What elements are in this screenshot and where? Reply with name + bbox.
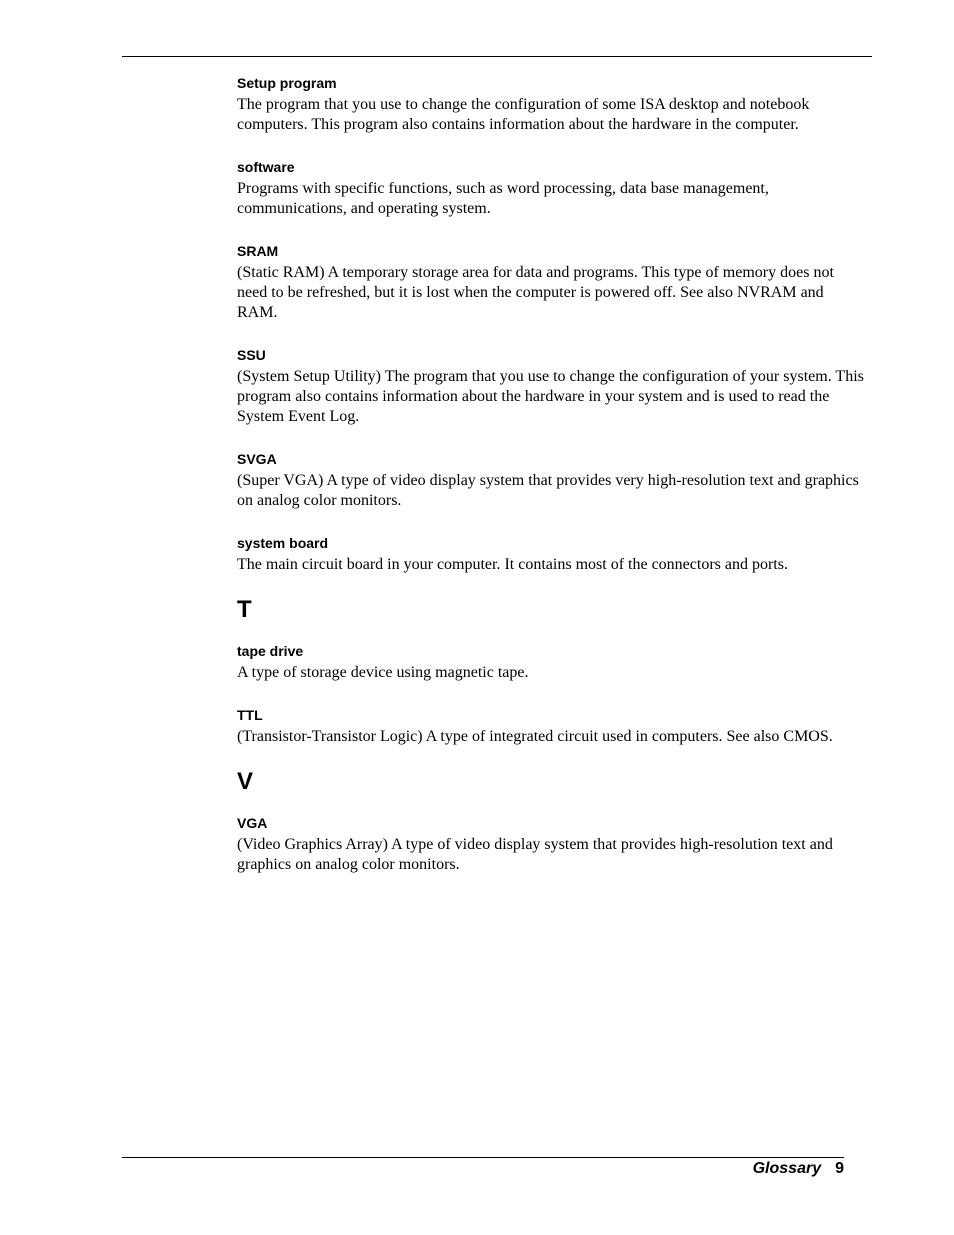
- glossary-definition: The main circuit board in your computer. It contains most of the connectors and ports.: [237, 556, 788, 573]
- footer-section-title: Glossary: [752, 1160, 822, 1177]
- glossary-term: SRAM: [237, 243, 279, 259]
- glossary-term: SVGA: [237, 451, 277, 467]
- glossary-definition: A type of storage device using magnetic tape.: [237, 664, 529, 681]
- glossary-definition: (Static RAM) A temporary storage area for data and programs. This type of memory does not need to be refreshed, but it is lost when the computer is powered off. See also NVRAM and RAM.: [237, 264, 834, 321]
- glossary-term: TTL: [237, 707, 263, 723]
- glossary-term: Setup program: [237, 75, 337, 91]
- glossary-entry: [237, 241, 867, 323]
- section-letter-t: T: [237, 596, 252, 623]
- glossary-content: [237, 73, 867, 875]
- glossary-entry: [237, 157, 867, 219]
- header-rule: [122, 56, 872, 57]
- glossary-entry: [237, 449, 867, 511]
- page-number: 9: [835, 1160, 844, 1177]
- glossary-entry: [237, 73, 867, 135]
- section-letter-v: V: [237, 768, 254, 795]
- glossary-entry: [237, 705, 867, 747]
- glossary-term: VGA: [237, 815, 268, 831]
- glossary-term: software: [237, 159, 295, 175]
- page-footer: [600, 1158, 844, 1180]
- glossary-definition: Programs with specific functions, such as word processing, data base management, communications, and operating system.: [237, 180, 769, 217]
- glossary-entry: [237, 533, 867, 575]
- glossary-entry: [237, 345, 867, 427]
- glossary-definition: (Video Graphics Array) A type of video display system that provides high-resolution text and graphics on analog color monitors.: [237, 836, 833, 873]
- glossary-entry: [237, 641, 867, 683]
- glossary-entry: [237, 813, 867, 875]
- glossary-definition: (Transistor-Transistor Logic) A type of integrated circuit used in computers. See also CMOS.: [237, 728, 833, 745]
- glossary-definition: The program that you use to change the configuration of some ISA desktop and notebook computers. This program also contains information about the hardware in the computer.: [237, 96, 810, 133]
- glossary-term: tape drive: [237, 643, 304, 659]
- glossary-term: system board: [237, 535, 329, 551]
- glossary-term: SSU: [237, 347, 266, 363]
- glossary-definition: (Super VGA) A type of video display system that provides very high-resolution text and graphics on analog color monitors.: [237, 472, 859, 509]
- glossary-definition: (System Setup Utility) The program that you use to change the configuration of your system. This program also contains information about the hardware in your system and is used to read the System Event Log.: [237, 368, 864, 425]
